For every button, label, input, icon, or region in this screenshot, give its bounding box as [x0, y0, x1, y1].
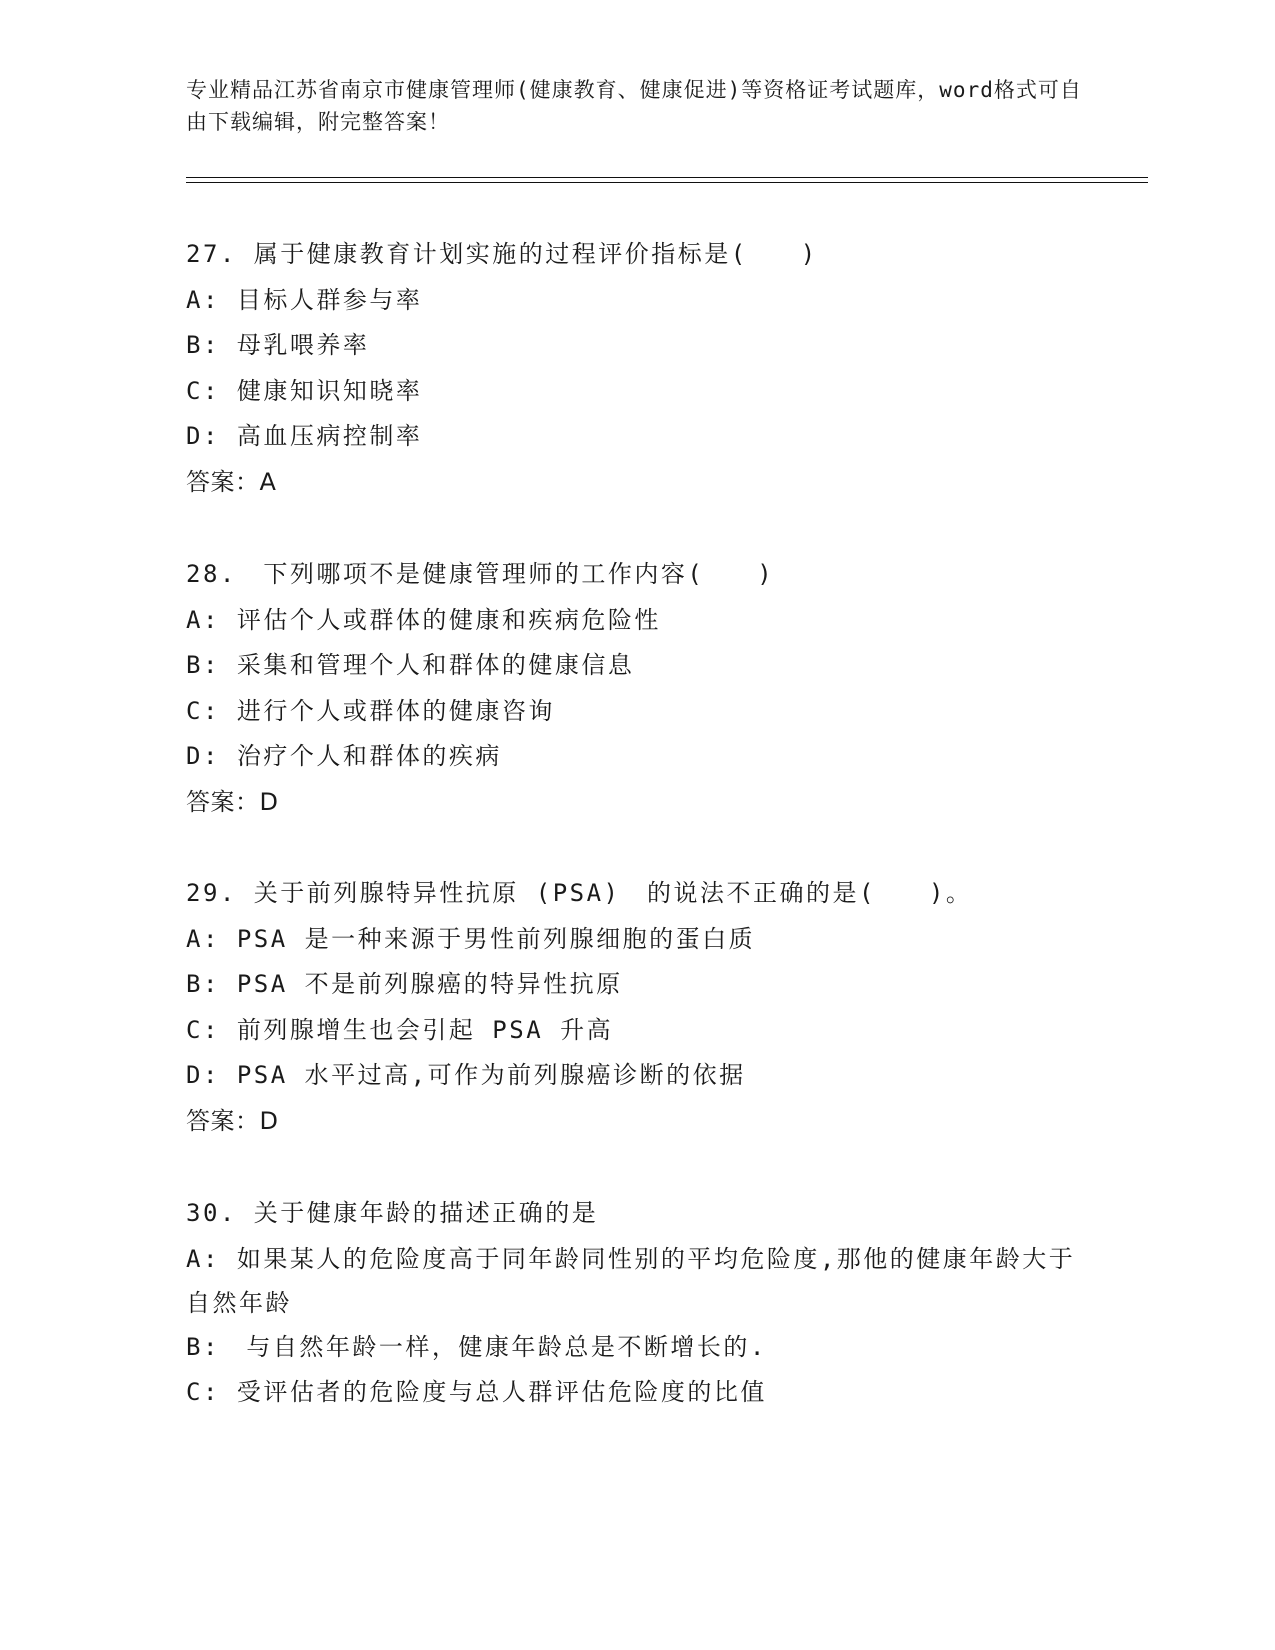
question-stem: 29. 关于前列腺特异性抗原 (PSA) 的说法不正确的是( )。	[186, 879, 973, 907]
option-a: A: PSA 是一种来源于男性前列腺细胞的蛋白质	[186, 924, 756, 953]
option-c: C: 前列腺增生也会引起 PSA 升高	[186, 1015, 614, 1044]
option-d: D: PSA 水平过高,可作为前列腺癌诊断的依据	[186, 1061, 746, 1089]
answer-label: 答案：D	[186, 787, 279, 816]
option-b: B: 与自然年龄一样，健康年龄总是不断增长的.	[186, 1332, 767, 1361]
option-a: A: 目标人群参与率	[186, 285, 423, 314]
option-c: C: 进行个人或群体的健康咨询	[186, 696, 555, 725]
option-b: B: PSA 不是前列腺癌的特异性抗原	[186, 970, 623, 998]
option-b: B: 采集和管理个人和群体的健康信息	[186, 651, 635, 679]
option-d: D: 治疗个人和群体的疾病	[186, 742, 502, 770]
question-stem: 28. 下列哪项不是健康管理师的工作内容( )	[186, 560, 775, 588]
option-c: C: 健康知识知晓率	[186, 376, 423, 405]
question-stem: 27. 属于健康教育计划实施的过程评价指标是( )	[186, 240, 818, 268]
answer-label: 答案：A	[186, 467, 277, 496]
option-b: B: 母乳喂养率	[186, 331, 370, 359]
option-c: C: 受评估者的危险度与总人群评估危险度的比值	[186, 1378, 767, 1406]
question-27	[186, 232, 1086, 505]
option-a: A: 如果某人的危险度高于同年龄同性别的平均危险度,那他的健康年龄大于自然年龄	[186, 1244, 1076, 1317]
answer-label: 答案：D	[186, 1106, 279, 1135]
question-28	[186, 552, 1086, 825]
question-30	[186, 1191, 1086, 1416]
question-29	[186, 871, 1086, 1144]
document-header: 专业精品江苏省南京市健康管理师(健康教育、健康促进)等资格证考试题库，word格式可自由下载编辑，附完整答案！	[186, 78, 1082, 134]
option-a: A: 评估个人或群体的健康和疾病危险性	[186, 605, 661, 634]
question-stem: 30. 关于健康年龄的描述正确的是	[186, 1199, 599, 1227]
option-d: D: 高血压病控制率	[186, 422, 423, 450]
header-double-rule	[186, 177, 1148, 183]
